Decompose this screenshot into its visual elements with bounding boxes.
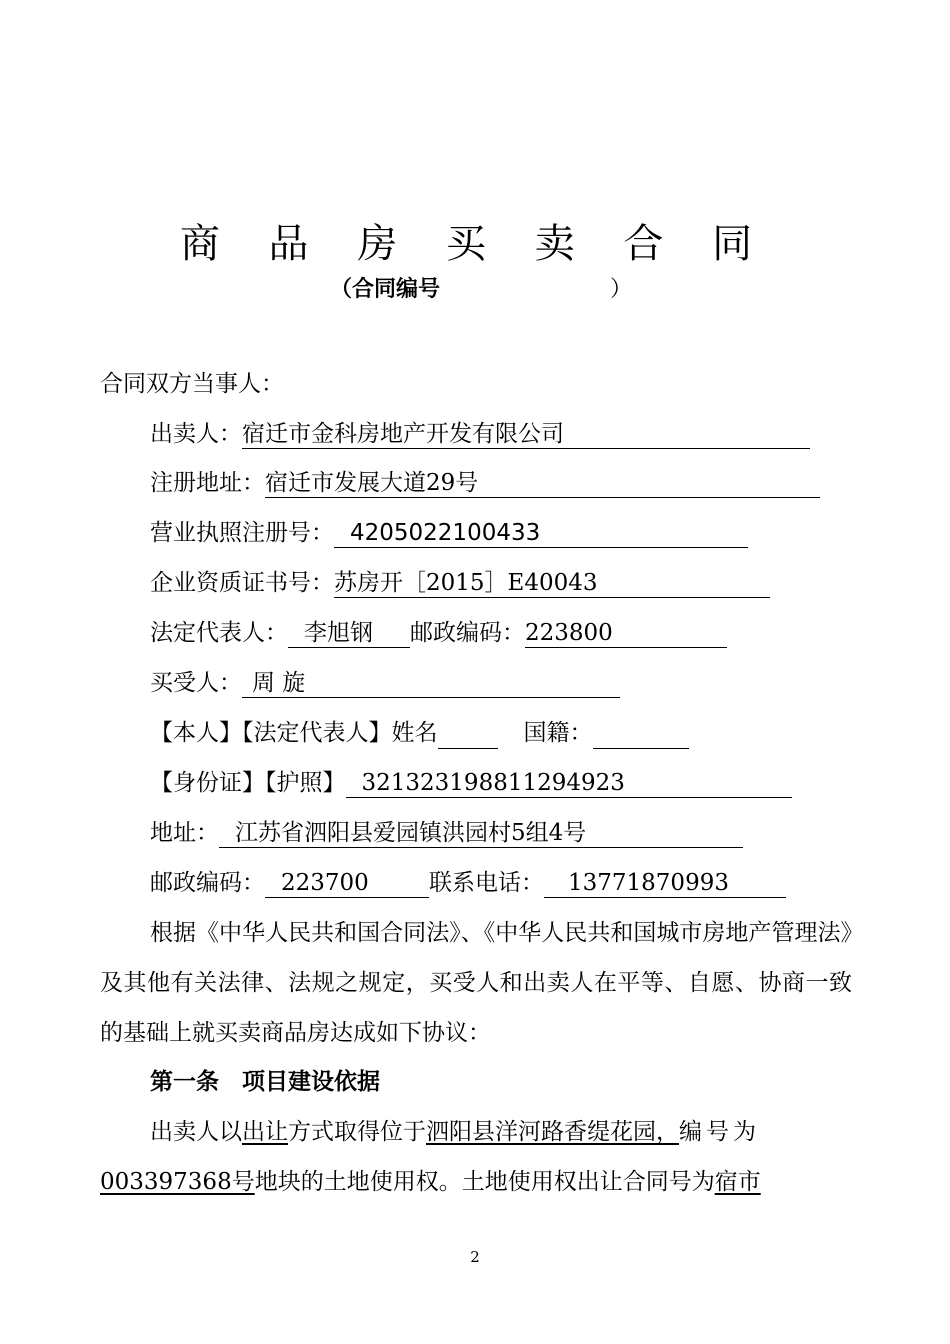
seller-address-line: 注册地址：宿迁市发展大道29号: [150, 467, 820, 499]
buyer-address-line: 地址： 江苏省泗阳县爱园镇洪园村5组4号: [150, 817, 743, 849]
buyer-post-value: 223700: [265, 869, 429, 898]
buyer-contact-line: 邮政编码： 223700 联系电话： 13771870993: [150, 867, 786, 899]
contract-number-label: （合同编号: [330, 277, 441, 302]
buyer-name-blank: [438, 722, 498, 749]
seller-rep-value: 李旭钢: [288, 619, 410, 648]
buyer-id-value: 321323198811294923: [346, 769, 792, 798]
seller-rep-line: 法定代表人： 李旭钢 邮政编码：223800: [150, 617, 727, 649]
buyer-name-line: 【本人】【法定代表人】姓名 国籍：: [150, 717, 689, 749]
seller-post-value: 223800: [525, 619, 727, 648]
contract-number: [330, 272, 633, 303]
seller-license-line: 营业执照注册号： 4205022100433: [150, 517, 748, 549]
article1-line1: 出卖人以出让方式取得位于泗阳县洋河路香缇花园，编号为: [150, 1119, 760, 1145]
parties-heading: 合同双方当事人：: [100, 371, 284, 397]
seller-line: 出卖人：宿迁市金科房地产开发有限公司: [150, 418, 810, 450]
seller-qualification-line: 企业资质证书号：苏房开［2015］E40043: [150, 567, 770, 599]
article1-heading: 第一条 项目建设依据: [150, 1069, 380, 1095]
contract-number-close: ）: [610, 277, 633, 302]
buyer-phone-value: 13771870993: [544, 869, 786, 898]
contract-title: 商 品 房 买 卖 合 同: [179, 221, 771, 267]
buyer-nationality-blank: [593, 722, 689, 749]
intro-paragraph: 根据《中华人民共和国合同法》、《中华人民共和国城市房地产管理法》及其他有关法律、法规之规定，买受人和出卖人在平等、自愿、协商一致的基础上就买卖商品房达成如下协议：: [100, 920, 852, 1046]
buyer-address-value: 江苏省泗阳县爱园镇洪园村5组4号: [219, 819, 743, 848]
buyer-line: 买受人： 周 旋: [150, 667, 620, 699]
article1-line2: 003397368号地块的土地使用权。土地使用权出让合同号为宿市: [100, 1169, 761, 1195]
page-number: 2: [470, 1248, 480, 1266]
seller-qualification-value: 苏房开［2015］E40043: [334, 569, 770, 598]
seller-license-value: 4205022100433: [334, 519, 748, 548]
buyer-id-line: 【身份证】【护照】 321323198811294923: [150, 767, 792, 799]
seller-address-value: 宿迁市发展大道29号: [265, 469, 820, 498]
seller-value: 宿迁市金科房地产开发有限公司: [242, 420, 810, 449]
buyer-value: 周 旋: [242, 669, 620, 698]
